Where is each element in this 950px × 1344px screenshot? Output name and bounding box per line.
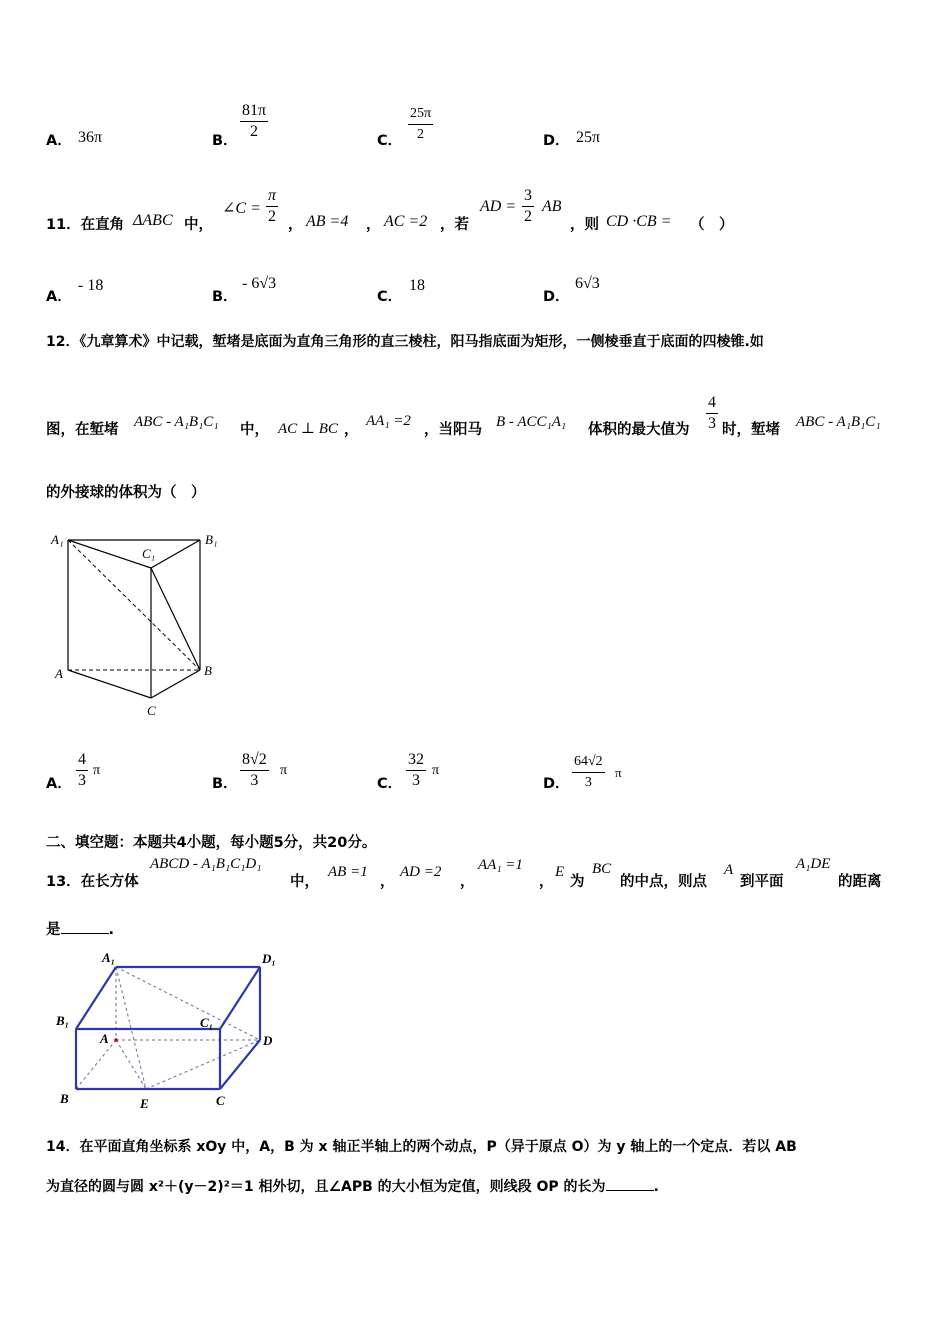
q12-option-d-numerator: 64√2 — [572, 752, 605, 773]
q13-text-6: 的距离 — [838, 874, 882, 890]
q12-label-a: A — [55, 666, 63, 681]
q13-text-1: 13．在长方体 — [46, 874, 139, 890]
q10-option-d-letter: D． — [543, 133, 570, 149]
q12-text-4: 体积的最大值为 — [588, 422, 690, 438]
q11-triangle: ΔABC — [133, 212, 173, 229]
q12-volume-fraction — [706, 393, 718, 434]
q12-line-1: 12．《九章算术》中记载，堑堵是底面为直角三角形的直三棱柱，阳马指底面为矩形，一侧棱垂直于底面的四棱锥.如 — [46, 334, 764, 350]
q12-option-b-pi: π — [280, 763, 288, 778]
q12-pyramid: B - ACC₁A₁ — [496, 414, 567, 430]
q10-option-c-numerator: 25π — [408, 104, 433, 125]
q11-option-d-letter: D． — [543, 289, 570, 305]
q11-option-c-value: 18 — [409, 277, 425, 294]
q11-option-d-value: 6√3 — [575, 275, 600, 292]
q13-plane: A₁DE — [796, 856, 831, 872]
q13-label-b: B — [60, 1091, 69, 1106]
q12-label-a1: A₁ — [51, 532, 64, 547]
q10-option-d-value: 25π — [576, 129, 601, 146]
q12-line-3: 的外接球的体积为（ ） — [46, 485, 206, 501]
q11-ruo: ，若 — [440, 217, 469, 233]
q13-text-7: 是 — [46, 922, 61, 938]
q12-option-d-denominator: 3 — [584, 775, 592, 790]
q12-option-a-pi: π — [93, 763, 101, 778]
q12-sep: ， — [344, 422, 359, 438]
q12-option-c-pi: π — [432, 763, 440, 778]
q12-option-a-letter: A． — [46, 776, 72, 792]
q12-text-5: 时，堑堵 — [722, 422, 780, 438]
q10-option-c-fraction — [408, 104, 433, 145]
q12-option-d-fraction — [572, 752, 605, 793]
q11-paren: （ ） — [690, 217, 734, 233]
q13-sep-1: ， — [380, 874, 395, 890]
q13-text-5: 到平面 — [740, 874, 784, 890]
q12-four: 4 — [706, 393, 718, 414]
q12-prism: ABC - A₁B₁C₁ — [134, 414, 219, 430]
q11-two: 2 — [268, 208, 276, 225]
q12-option-b-denominator: 3 — [250, 772, 259, 789]
q11-option-c-letter: C． — [377, 289, 403, 305]
q10-option-a-letter: A． — [46, 133, 72, 149]
q14-line-2 — [46, 1176, 659, 1196]
q11-ad-fraction — [522, 186, 534, 227]
q11-angle-fraction — [266, 186, 278, 227]
q13-text-8: . — [108, 922, 115, 938]
q12-three: 3 — [708, 415, 716, 432]
q13-answer-line — [46, 918, 114, 939]
q13-label-e: E — [140, 1096, 149, 1111]
q14-line-2-end: . — [653, 1179, 659, 1195]
q10-option-c-denominator: 2 — [417, 127, 425, 142]
q12-label-b: B — [204, 663, 212, 678]
q12-option-b-fraction — [240, 750, 269, 791]
q11-option-b-value: - 6√3 — [242, 275, 277, 292]
q12-label-b1: B₁ — [205, 532, 218, 547]
q13-box: ABCD - A₁B₁C₁D₁ — [150, 856, 262, 872]
q12-option-a-fraction — [76, 750, 88, 791]
q12-option-c-fraction — [406, 750, 426, 791]
q12-option-a-numerator: 4 — [76, 750, 88, 771]
q13-box-figure — [54, 950, 294, 1115]
q13-label-d: D — [263, 1033, 273, 1048]
q11-ze: ，则 — [570, 217, 599, 233]
q12-option-d-pi: π — [615, 765, 622, 780]
q11-ad: AD = — [480, 198, 517, 215]
q11-option-a-letter: A． — [46, 289, 72, 305]
q12-text-1: 图，在堑堵 — [46, 422, 119, 438]
q12-label-c: C — [147, 703, 156, 718]
q12-prism-2: ABC - A₁B₁C₁ — [796, 414, 881, 430]
q13-text-4: 的中点，则点 — [620, 874, 707, 890]
q10-option-b-letter: B． — [212, 133, 238, 149]
q12-option-d-letter: D． — [543, 776, 570, 792]
q12-option-c-denominator: 3 — [412, 772, 420, 789]
q13-ab: AB =1 — [328, 864, 368, 880]
q12-option-c-letter: C． — [377, 776, 403, 792]
q14-answer-blank[interactable] — [606, 1178, 654, 1191]
q10-option-c-letter: C． — [377, 133, 403, 149]
q11-pi: π — [266, 186, 278, 207]
q11-option-b-letter: B． — [212, 289, 238, 305]
q13-point-a: A — [724, 862, 734, 878]
q13-label-a: A — [100, 1031, 109, 1046]
q12-label-c1: C₁ — [142, 546, 156, 561]
q11-prefix: 11．在直角 — [46, 217, 125, 233]
q12-option-a-denominator: 3 — [78, 772, 86, 789]
q11-option-a-value: - 18 — [78, 277, 104, 294]
q12-prism-figure — [48, 530, 223, 720]
q13-label-a1: A₁ — [102, 950, 116, 965]
q11-expression: CD ·CB = — [606, 213, 672, 230]
q14-line-2-text: 为直径的圆与圆 x²＋(y－2)²＝1 相外切，且∠APB 的大小恒为定值，则线段 OP 的长为 — [46, 1179, 606, 1195]
q11-angle-c: ∠C = — [222, 200, 261, 217]
q13-sep-2: ， — [460, 874, 475, 890]
q13-label-c1: C₁ — [200, 1015, 214, 1030]
q13-answer-blank[interactable] — [61, 921, 109, 934]
q13-e: E — [555, 864, 565, 880]
q13-label-b1: B₁ — [56, 1013, 70, 1028]
q12-text-3: ，当阳马 — [424, 422, 482, 438]
q11-zhong: 中， — [184, 217, 213, 233]
q10-option-b-numerator: 81π — [240, 101, 268, 122]
q11-comma-1: ， — [288, 217, 303, 233]
q13-text-3: 为 — [570, 874, 585, 890]
q10-option-a-value: 36π — [78, 129, 103, 146]
q12-perp: AC ⊥ BC — [278, 421, 338, 437]
q11-two2: 2 — [524, 208, 532, 225]
q11-three: 3 — [522, 186, 534, 207]
q12-option-b-letter: B． — [212, 776, 238, 792]
q10-option-b-fraction — [240, 101, 268, 142]
q11-ab: AB =4 — [306, 213, 349, 230]
q13-bc: BC — [592, 861, 612, 877]
q12-aa1: AA₁ =2 — [366, 413, 411, 429]
q11-ab2: AB — [542, 198, 562, 215]
q12-option-b-numerator: 8√2 — [240, 750, 269, 771]
q13-aa1: AA₁ =1 — [478, 857, 523, 873]
q12-text-2: 中， — [240, 422, 269, 438]
section-fill-in-title: 二、填空题：本题共4小题，每小题5分，共20分。 — [46, 835, 377, 851]
q13-label-c: C — [216, 1093, 225, 1108]
q13-label-d1: D₁ — [262, 951, 276, 966]
q11-ac: AC =2 — [384, 213, 428, 230]
q10-option-b-denominator: 2 — [250, 123, 259, 140]
q12-option-c-numerator: 32 — [406, 750, 426, 771]
q13-sep-3: ， — [539, 874, 554, 890]
q14-line-1: 14．在平面直角坐标系 xOy 中，A，B 为 x 轴正半轴上的两个动点，P（异于原点 O）为 y 轴上的一个定点．若以 AB — [46, 1139, 797, 1155]
q13-ad: AD =2 — [400, 864, 442, 880]
q11-comma-2: ， — [366, 217, 381, 233]
q13-text-2: 中， — [290, 874, 319, 890]
